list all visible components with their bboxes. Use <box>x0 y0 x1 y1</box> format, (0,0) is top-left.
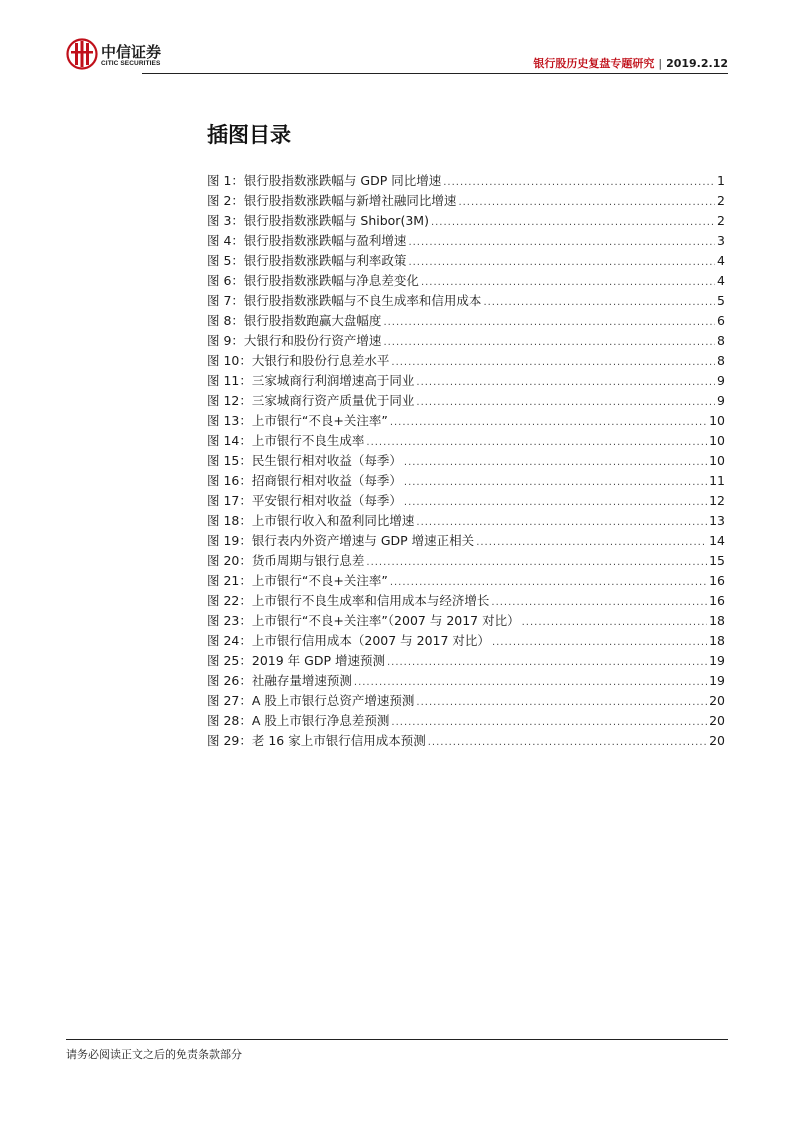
toc-entry[interactable] <box>207 291 725 311</box>
header-divider <box>142 73 728 74</box>
toc-leader-dots <box>387 653 707 673</box>
toc-leader-dots <box>421 273 715 293</box>
toc-entry-label[interactable]: 图 27：A 股上市银行总资产增速预测 <box>207 693 415 708</box>
toc-leader-dots <box>390 413 707 433</box>
toc-entry-page[interactable]: 20 <box>709 693 725 708</box>
toc-entry-page[interactable]: 4 <box>717 253 725 268</box>
toc-entry-page[interactable]: 20 <box>709 733 725 748</box>
toc-leader-dots <box>416 373 715 393</box>
toc-leader-dots <box>431 213 715 233</box>
toc-leader-dots <box>458 193 715 213</box>
toc-entry-page[interactable]: 6 <box>717 313 725 328</box>
toc-entry[interactable] <box>207 591 725 611</box>
toc-entry-page[interactable]: 8 <box>717 353 725 368</box>
toc-leader-dots <box>404 493 707 513</box>
toc-entry[interactable] <box>207 691 725 711</box>
toc-leader-dots <box>491 593 707 613</box>
toc-entry-label[interactable]: 图 29：老 16 家上市银行信用成本预测 <box>207 733 426 748</box>
toc-entry[interactable] <box>207 631 725 651</box>
toc-leader-dots <box>390 573 707 593</box>
toc-leader-dots <box>391 353 715 373</box>
toc-entry-label[interactable]: 图 11：三家城商行利润增速高于同业 <box>207 373 415 388</box>
toc-leader-dots <box>492 633 707 653</box>
toc-leader-dots <box>483 293 715 313</box>
toc-entry-page[interactable]: 16 <box>709 573 725 588</box>
report-date: 2019.2.12 <box>666 57 728 70</box>
toc-entry-label[interactable]: 图 21：上市银行“不良+关注率” <box>207 573 388 588</box>
toc-entry-page[interactable]: 13 <box>709 513 725 528</box>
toc-entry-label[interactable]: 图 13：上市银行“不良+关注率” <box>207 413 388 428</box>
toc-leader-dots <box>416 693 707 713</box>
figure-toc <box>207 171 725 751</box>
toc-entry-label[interactable]: 图 6：银行股指数涨跌幅与净息差变化 <box>207 273 419 288</box>
toc-entry-page[interactable]: 15 <box>709 553 725 568</box>
toc-leader-dots <box>408 253 715 273</box>
toc-entry[interactable] <box>207 411 725 431</box>
toc-entry-label[interactable]: 图 5：银行股指数涨跌幅与利率政策 <box>207 253 407 268</box>
toc-entry[interactable] <box>207 491 725 511</box>
toc-entry[interactable] <box>207 171 725 191</box>
toc-entry-page[interactable]: 18 <box>709 633 725 648</box>
toc-entry-label[interactable]: 图 17：平安银行相对收益（每季） <box>207 493 402 508</box>
toc-entry[interactable] <box>207 731 725 751</box>
toc-entry[interactable] <box>207 391 725 411</box>
toc-entry-page[interactable]: 3 <box>717 233 725 248</box>
toc-leader-dots <box>428 733 707 753</box>
toc-entry-label[interactable]: 图 23：上市银行“不良+关注率”（2007 与 2017 对比） <box>207 613 520 628</box>
toc-entry-page[interactable]: 1 <box>717 173 725 188</box>
toc-entry-label[interactable]: 图 24：上市银行信用成本（2007 与 2017 对比） <box>207 633 490 648</box>
toc-entry[interactable] <box>207 371 725 391</box>
toc-entry-page[interactable]: 2 <box>717 193 725 208</box>
toc-leader-dots <box>416 513 707 533</box>
toc-entry-label[interactable]: 图 2：银行股指数涨跌幅与新增社融同比增速 <box>207 193 457 208</box>
toc-entry-label[interactable]: 图 3：银行股指数涨跌幅与 Shibor(3M) <box>207 213 429 228</box>
logo-text-cn: 中信证券 <box>101 43 162 61</box>
toc-entry-label[interactable]: 图 19：银行表内外资产增速与 GDP 增速正相关 <box>207 533 475 548</box>
toc-entry-label[interactable]: 图 4：银行股指数涨跌幅与盈利增速 <box>207 233 407 248</box>
toc-entry-label[interactable]: 图 14：上市银行不良生成率 <box>207 433 365 448</box>
toc-entry[interactable] <box>207 511 725 531</box>
toc-entry-page[interactable]: 9 <box>717 393 725 408</box>
toc-entry-page[interactable]: 5 <box>717 293 725 308</box>
page-header <box>66 38 728 74</box>
toc-leader-dots <box>476 533 707 553</box>
toc-leader-dots <box>383 313 715 333</box>
toc-entry-page[interactable]: 12 <box>709 493 725 508</box>
toc-leader-dots <box>443 173 715 193</box>
toc-entry[interactable] <box>207 611 725 631</box>
toc-leader-dots <box>366 433 707 453</box>
toc-leader-dots <box>416 393 715 413</box>
report-title: 银行股历史复盘专题研究 <box>533 57 655 70</box>
toc-entry-page[interactable]: 10 <box>709 413 725 428</box>
toc-leader-dots <box>391 713 707 733</box>
toc-leader-dots <box>404 473 707 493</box>
toc-entry-label[interactable]: 图 22：上市银行不良生成率和信用成本与经济增长 <box>207 593 490 608</box>
toc-entry-label[interactable]: 图 15：民生银行相对收益（每季） <box>207 453 402 468</box>
toc-entry[interactable] <box>207 331 725 351</box>
toc-entry-label[interactable]: 图 1：银行股指数涨跌幅与 GDP 同比增速 <box>207 173 442 188</box>
footer-disclaimer: 请务必阅读正文之后的免责条款部分 <box>66 1048 242 1061</box>
citic-logo <box>66 38 186 72</box>
toc-entry[interactable] <box>207 311 725 331</box>
toc-leader-dots <box>522 613 707 633</box>
toc-entry-page[interactable]: 2 <box>717 213 725 228</box>
header-separator: | <box>658 57 663 70</box>
toc-entry-label[interactable]: 图 8：银行股指数跑赢大盘幅度 <box>207 313 382 328</box>
toc-entry[interactable] <box>207 651 725 671</box>
toc-entry-page[interactable]: 9 <box>717 373 725 388</box>
toc-leader-dots <box>404 453 707 473</box>
header-meta <box>533 55 728 71</box>
toc-entry-label[interactable]: 图 9：大银行和股份行资产增速 <box>207 333 382 348</box>
toc-entry[interactable] <box>207 551 725 571</box>
toc-entry-label[interactable]: 图 16：招商银行相对收益（每季） <box>207 473 402 488</box>
toc-entry[interactable] <box>207 711 725 731</box>
toc-entry[interactable] <box>207 571 725 591</box>
toc-entry-page[interactable]: 19 <box>709 653 725 668</box>
citic-emblem-icon <box>66 38 98 70</box>
toc-entry-page[interactable]: 19 <box>709 673 725 688</box>
toc-entry[interactable] <box>207 351 725 371</box>
toc-entry[interactable] <box>207 451 725 471</box>
toc-entry-page[interactable]: 10 <box>709 453 725 468</box>
toc-leader-dots <box>366 553 707 573</box>
toc-leader-dots <box>408 233 715 253</box>
toc-leader-dots <box>383 333 715 353</box>
toc-entry-page[interactable]: 14 <box>709 533 725 548</box>
page-title: 插图目录 <box>207 123 291 147</box>
toc-entry[interactable] <box>207 271 725 291</box>
toc-entry-label[interactable]: 图 18：上市银行收入和盈利同比增速 <box>207 513 415 528</box>
toc-entry[interactable] <box>207 531 725 551</box>
toc-entry-label[interactable]: 图 26：社融存量增速预测 <box>207 673 352 688</box>
toc-entry-label[interactable]: 图 12：三家城商行资产质量优于同业 <box>207 393 415 408</box>
toc-entry[interactable] <box>207 191 725 211</box>
toc-entry[interactable] <box>207 231 725 251</box>
toc-entry[interactable] <box>207 671 725 691</box>
toc-entry[interactable] <box>207 251 725 271</box>
toc-entry[interactable] <box>207 471 725 491</box>
logo-text-en: CITIC SECURITIES <box>101 60 161 67</box>
toc-entry-page[interactable]: 11 <box>709 473 725 488</box>
toc-entry-label[interactable]: 图 10：大银行和股份行息差水平 <box>207 353 390 368</box>
toc-entry-label[interactable]: 图 25：2019 年 GDP 增速预测 <box>207 653 385 668</box>
toc-entry-page[interactable]: 8 <box>717 333 725 348</box>
footer-divider <box>66 1039 728 1040</box>
toc-entry-label[interactable]: 图 7：银行股指数涨跌幅与不良生成率和信用成本 <box>207 293 482 308</box>
toc-entry-label[interactable]: 图 20：货币周期与银行息差 <box>207 553 365 568</box>
toc-entry-page[interactable]: 20 <box>709 713 725 728</box>
toc-entry[interactable] <box>207 211 725 231</box>
toc-entry-label[interactable]: 图 28：A 股上市银行净息差预测 <box>207 713 390 728</box>
toc-entry-page[interactable]: 18 <box>709 613 725 628</box>
toc-leader-dots <box>354 673 707 693</box>
toc-entry[interactable] <box>207 431 725 451</box>
toc-entry-page[interactable]: 4 <box>717 273 725 288</box>
toc-entry-page[interactable]: 16 <box>709 593 725 608</box>
toc-entry-page[interactable]: 10 <box>709 433 725 448</box>
